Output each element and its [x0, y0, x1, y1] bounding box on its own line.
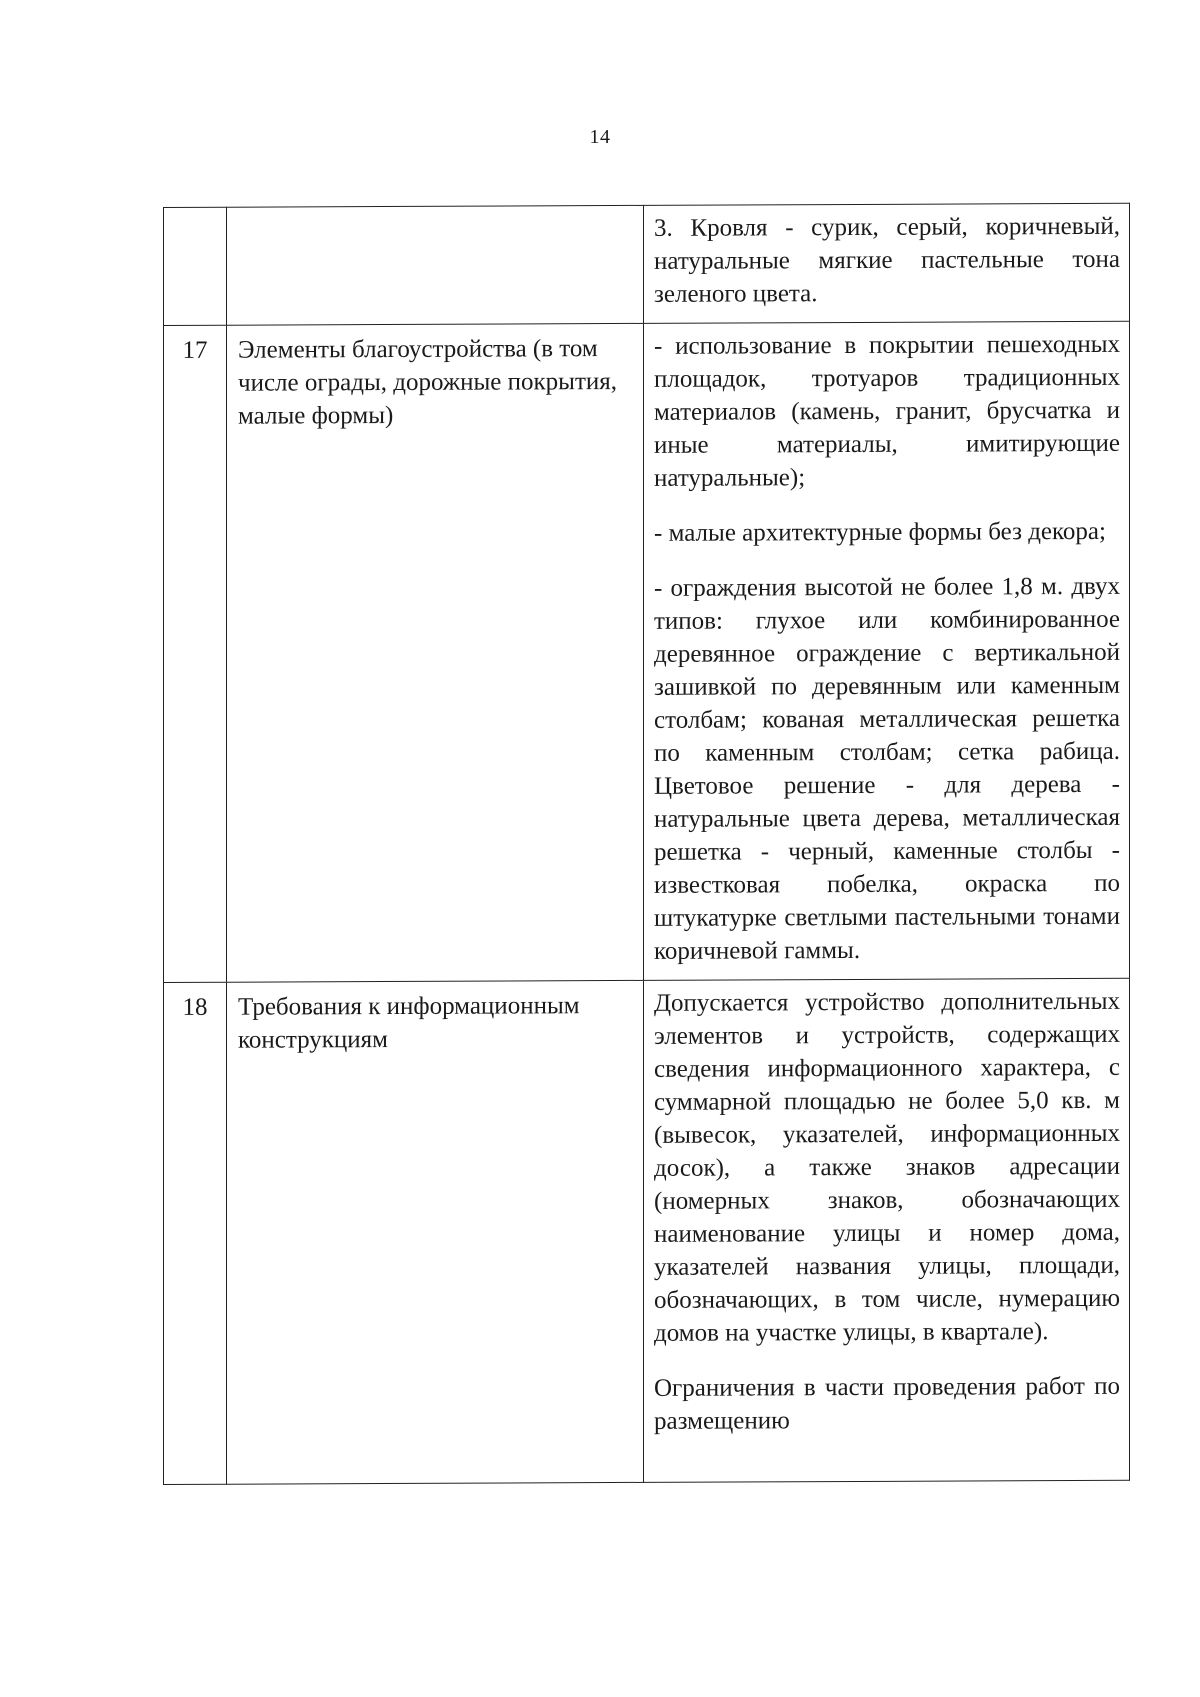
requirement-paragraph: 3. Кровля - сурик, серый, коричневый, натуральные мягкие пастельные тона зеленого цвета.	[654, 212, 1120, 308]
row-number-cell: 18	[164, 982, 227, 1484]
requirement-paragraph: Допускается устройство дополнительных элементов и устройств, содержащих сведения информационного характера, с суммарной площадью не более 5,0 кв. м (вывесок, указателей, информационных досок), а также знаков адресации (номерных знаков, обозначающих наименование улицы и номер дома, указателей названия улицы, площади, обозначающих, в том числе, нумерацию домов на участке улицы, в квартале).	[654, 987, 1120, 1347]
requirements-cell	[644, 203, 1130, 323]
requirements-cell	[644, 321, 1130, 980]
table-row-17	[164, 321, 1130, 982]
element-name-cell: Требования к информационным конструкциям	[227, 980, 644, 1484]
requirements-table	[163, 203, 1130, 1485]
requirement-paragraph: - ограждения высотой не более 1,8 м. двух типов: глухое или комбинированное деревянное ограждение с вертикальной зашивкой по деревянным или каменным столбам; кованая металлическая решетка по каменным столбам; сетка рабица. Цветовое решение - для дерева - натуральные цвета дерева, металлическая решетка - черный, каменные столбы - известковая побелка, окраска по штукатурке светлыми пастельными тонами коричневой гаммы.	[654, 572, 1120, 965]
element-name-cell	[227, 205, 644, 325]
requirements-cell	[644, 978, 1130, 1482]
requirement-paragraph: - использование в покрытии пешеходных площадок, тротуаров традиционных материалов (камень, гранит, брусчатка и иные материалы, имитирующие натуральные);	[654, 330, 1120, 492]
table-row-18	[164, 978, 1130, 1484]
row-number-cell	[164, 207, 227, 325]
requirement-paragraph-continued: Ограничения в части проведения работ по размещению	[654, 1372, 1120, 1435]
table-row-continuation	[164, 203, 1130, 325]
row-number-cell: 17	[164, 325, 227, 982]
page-number: 14	[589, 126, 611, 148]
requirement-paragraph: - малые архитектурные формы без декора;	[654, 517, 1106, 547]
element-name-cell: Элементы благоустройства (в том числе ограды, дорожные покрытия, малые формы)	[227, 323, 644, 982]
